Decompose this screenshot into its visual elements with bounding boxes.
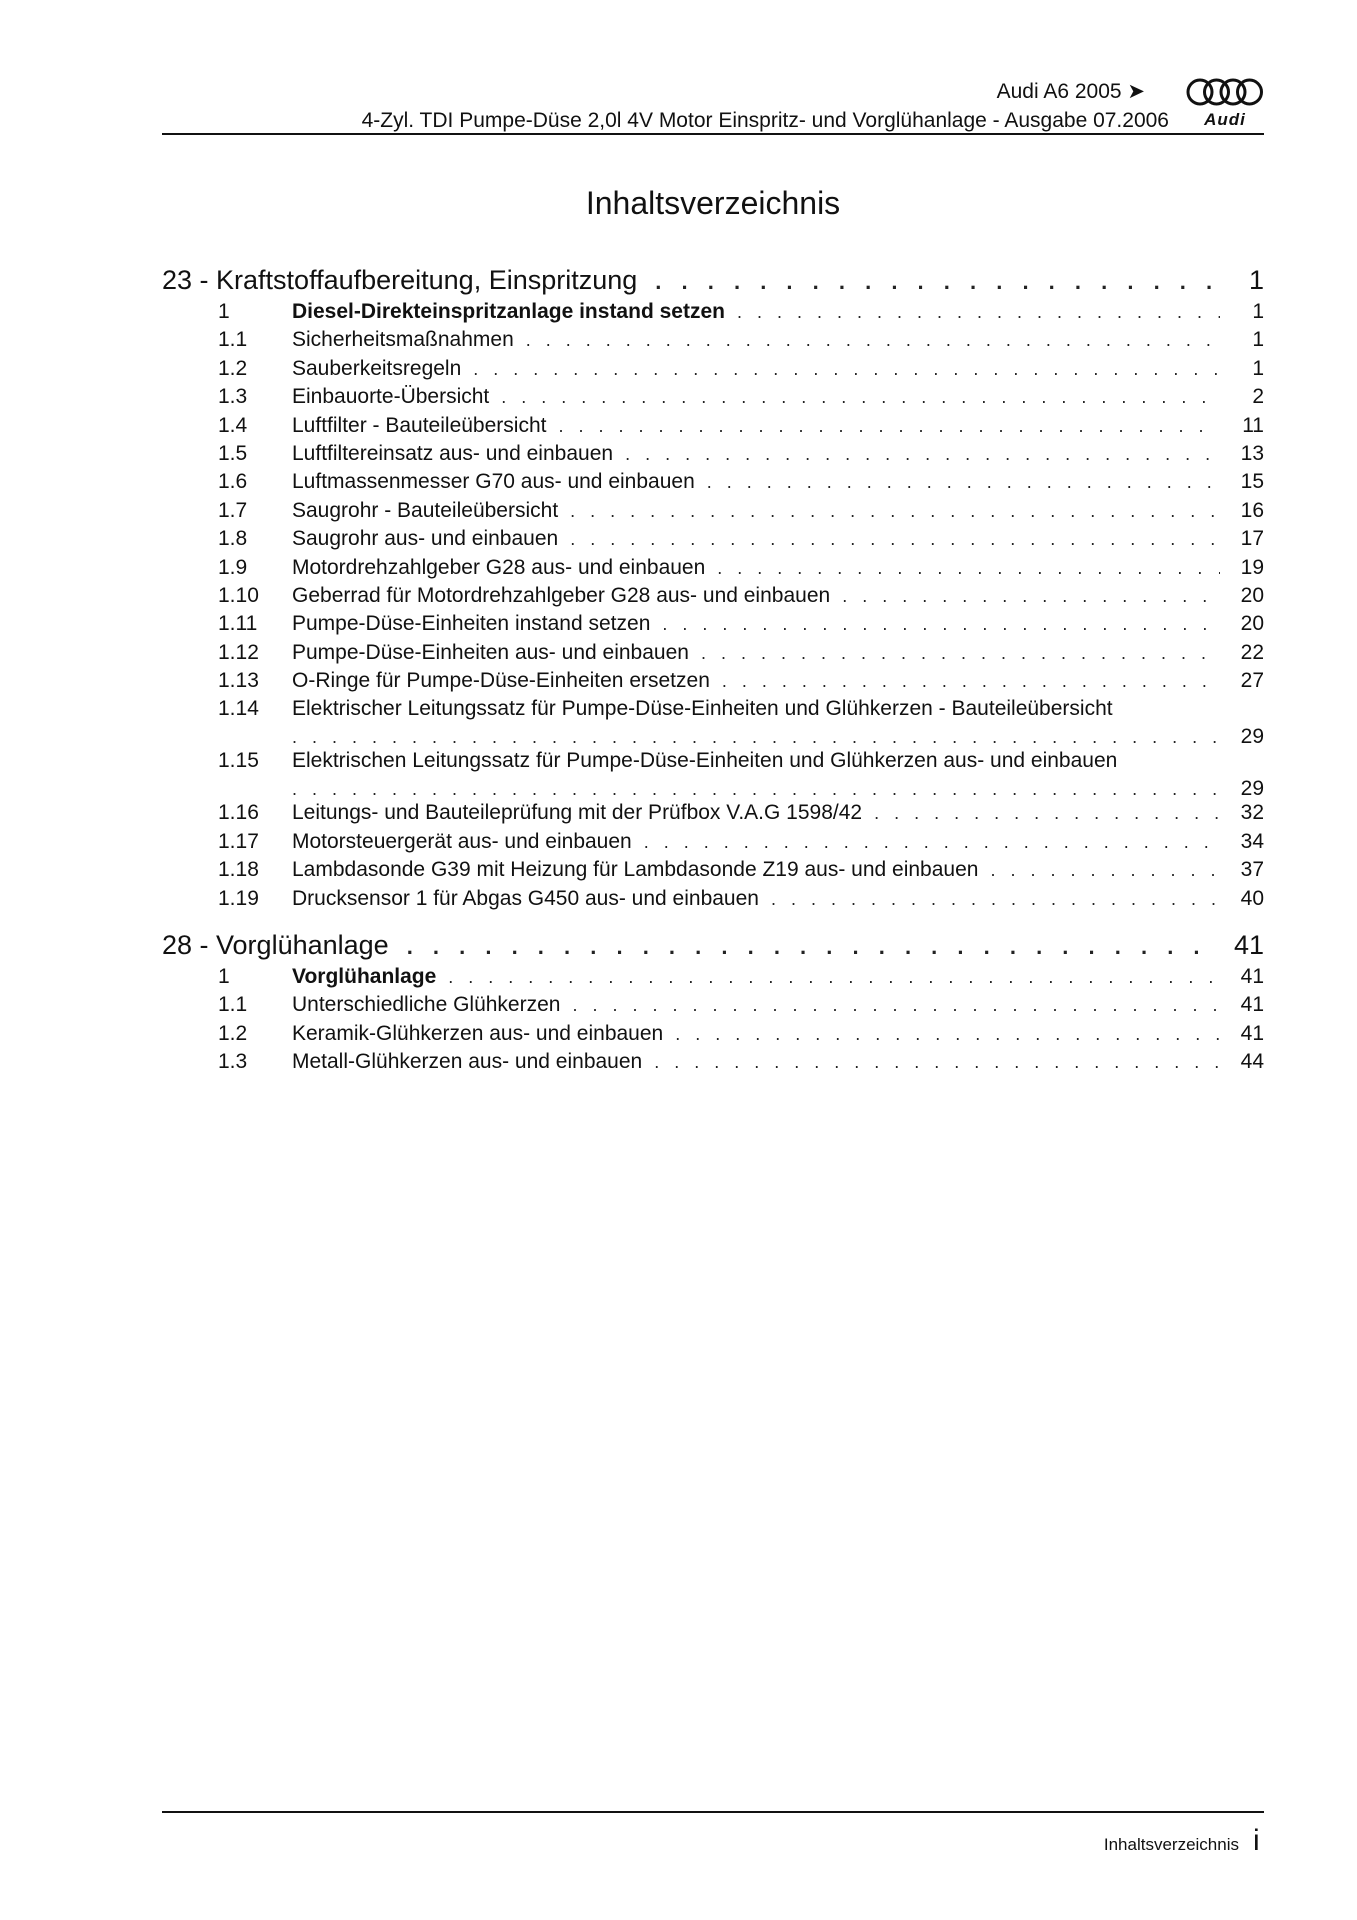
toc-entry[interactable] (162, 667, 1264, 695)
entry-title: Luftmassenmesser G70 aus- und einbauen (292, 470, 695, 494)
entry-page: 1 (1252, 328, 1264, 352)
entry-number: 1.1 (218, 993, 248, 1017)
entry-title: Einbauorte-Übersicht (292, 385, 490, 409)
entry-number: 1.13 (218, 669, 259, 693)
entry-number: 1.10 (218, 583, 259, 607)
dot-leader (717, 554, 1220, 582)
entry-title: Luftfilter - Bauteileübersicht (292, 413, 547, 437)
entry-page: 41 (1240, 993, 1264, 1017)
dot-leader (526, 326, 1220, 354)
audi-rings-icon (1185, 77, 1265, 107)
toc-entry[interactable] (162, 326, 1264, 354)
header-divider (162, 133, 1264, 135)
toc-entry[interactable] (162, 582, 1264, 610)
toc-entry[interactable] (162, 828, 1264, 856)
toc-entry[interactable] (162, 747, 1264, 799)
toc-entry[interactable] (162, 856, 1264, 884)
entry-title: Motorsteuergerät aus- und einbauen (292, 829, 632, 853)
toc-entry[interactable] (162, 885, 1264, 913)
entry-title: Unterschiedliche Glühkerzen (292, 993, 561, 1017)
toc-entry[interactable] (162, 412, 1264, 440)
entry-number: 1.12 (218, 640, 259, 664)
entry-page: 34 (1240, 829, 1264, 853)
entry-number: 1 (218, 300, 230, 323)
toc-chapter-23[interactable] (162, 262, 1264, 298)
entry-title: Luftfiltereinsatz aus- und einbauen (292, 441, 614, 465)
dot-leader (654, 1048, 1220, 1076)
entry-page: 29 (1240, 777, 1264, 801)
dot-leader (675, 1020, 1220, 1048)
entry-number: 1.15 (218, 749, 259, 773)
entry-page: 1 (1252, 356, 1264, 380)
dot-leader (501, 383, 1220, 411)
footer-divider (162, 1811, 1264, 1813)
entry-title: Elektrischer Leitungssatz für Pumpe-Düse-Einheiten und Glühkerzen - Bauteileübersicht (292, 697, 1113, 721)
entry-number: 1.14 (218, 697, 259, 721)
entry-number: 1.1 (218, 328, 248, 352)
chapter-page: 1 (1248, 265, 1264, 295)
dot-leader (701, 639, 1220, 667)
entry-number: 1.5 (218, 441, 248, 465)
entry-number: 1.3 (218, 385, 248, 409)
entry-page: 29 (1240, 725, 1264, 749)
entry-page: 32 (1240, 801, 1264, 825)
toc-entry[interactable] (162, 440, 1264, 468)
header-subtitle: 4-Zyl. TDI Pumpe-Düse 2,0l 4V Motor Einspritz- und Vorglühanlage - Ausgabe 07.2006 (361, 109, 1169, 132)
entry-number: 1.2 (218, 356, 248, 380)
audi-logo (1185, 77, 1265, 129)
entry-title: Diesel-Direkteinspritzanlage instand setzen (292, 300, 725, 323)
dot-leader (771, 885, 1220, 913)
entry-title: Sauberkeitsregeln (292, 356, 462, 380)
dot-leader (990, 856, 1220, 884)
audi-logo-word: Audi (1204, 110, 1246, 129)
entry-number: 1.3 (218, 1050, 248, 1074)
toc-entry[interactable] (162, 799, 1264, 827)
toc-entry[interactable] (162, 298, 1264, 326)
toc-entry[interactable] (162, 991, 1264, 1019)
toc-chapter-28[interactable] (162, 927, 1264, 963)
entry-number: 1.4 (218, 413, 248, 437)
toc-entry[interactable] (162, 383, 1264, 411)
entry-title: Saugrohr - Bauteileübersicht (292, 498, 559, 522)
entry-title: Leitungs- und Bauteileprüfung mit der Prüfbox V.A.G 1598/42 (292, 801, 863, 825)
dot-leader (572, 991, 1220, 1019)
dot-leader (707, 468, 1220, 496)
dot-leader (655, 264, 1218, 300)
entry-number: 1.18 (218, 858, 259, 882)
entry-title: Motordrehzahlgeber G28 aus- und einbauen (292, 555, 706, 579)
dot-leader (625, 440, 1220, 468)
toc-entry[interactable] (162, 1048, 1264, 1076)
toc-entry[interactable] (162, 695, 1264, 747)
entry-title: Vorglühanlage (292, 965, 437, 989)
entry-title: Drucksensor 1 für Abgas G450 aus- und einbauen (292, 886, 759, 910)
entry-page: 40 (1240, 886, 1264, 910)
entry-page: 27 (1240, 669, 1264, 693)
entry-title: Sicherheitsmaßnahmen (292, 328, 514, 352)
dot-leader (662, 610, 1220, 638)
entry-page: 15 (1240, 470, 1264, 494)
entry-number: 1.9 (218, 555, 248, 579)
dot-leader (737, 298, 1220, 326)
dot-leader (570, 497, 1220, 525)
entry-title: Elektrischen Leitungssatz für Pumpe-Düse-Einheiten und Glühkerzen aus- und einbauen (292, 749, 1118, 773)
entry-page: 41 (1240, 1021, 1264, 1045)
dot-leader (448, 963, 1220, 991)
chapter-title: 28 - Vorglühanlage (162, 930, 389, 961)
toc-entry[interactable] (162, 355, 1264, 383)
dot-leader (874, 799, 1220, 827)
dot-leader (722, 667, 1220, 695)
entry-number: 1.2 (218, 1021, 248, 1045)
entry-title: Geberrad für Motordrehzahlgeber G28 aus- und einbauen (292, 583, 831, 607)
entry-page: 20 (1240, 583, 1264, 607)
header-model: Audi A6 2005 ➤ (996, 80, 1145, 103)
entry-number: 1.16 (218, 801, 259, 825)
entry-title: Keramik-Glühkerzen aus- und einbauen (292, 1021, 664, 1045)
dot-leader (558, 412, 1220, 440)
entry-page: 22 (1240, 640, 1264, 664)
entry-page: 2 (1252, 385, 1264, 409)
toc-entry[interactable] (162, 963, 1264, 991)
footer-section-label: Inhaltsverzeichnis (1103, 1835, 1239, 1854)
toc-entry[interactable] (162, 468, 1264, 496)
entry-page: 19 (1240, 555, 1264, 579)
entry-title: Saugrohr aus- und einbauen (292, 527, 559, 551)
dot-leader (473, 355, 1220, 383)
entry-title: Metall-Glühkerzen aus- und einbauen (292, 1050, 643, 1074)
entry-number: 1.17 (218, 829, 259, 853)
entry-page: 41 (1240, 965, 1264, 989)
entry-number: 1.8 (218, 527, 248, 551)
toc-entry[interactable] (162, 554, 1264, 582)
dot-leader (842, 582, 1220, 610)
toc-entry[interactable] (162, 525, 1264, 553)
dot-leader (644, 828, 1220, 856)
entry-number: 1.6 (218, 470, 248, 494)
entry-title: Pumpe-Düse-Einheiten instand setzen (292, 612, 651, 636)
entry-page: 1 (1252, 300, 1264, 323)
entry-title: O-Ringe für Pumpe-Düse-Einheiten ersetzen (292, 669, 710, 693)
chapter-title: 23 - Kraftstoffaufbereitung, Einspritzung (162, 265, 638, 295)
dot-leader (570, 525, 1220, 553)
toc-entry[interactable] (162, 610, 1264, 638)
toc-entry[interactable] (162, 639, 1264, 667)
entry-page: 37 (1240, 858, 1264, 882)
entry-number: 1.19 (218, 886, 259, 910)
footer-page-number: i (1253, 1824, 1260, 1857)
dot-leader (407, 929, 1218, 965)
page-title: Inhaltsverzeichnis (585, 185, 841, 221)
entry-number: 1.11 (218, 612, 258, 636)
entry-page: 11 (1242, 413, 1264, 437)
table-of-contents (162, 262, 1264, 1077)
entry-number: 1 (218, 965, 230, 989)
toc-entry[interactable] (162, 497, 1264, 525)
entry-page: 13 (1240, 441, 1264, 465)
entry-page: 16 (1240, 498, 1264, 522)
entry-number: 1.7 (218, 498, 248, 522)
entry-title: Pumpe-Düse-Einheiten aus- und einbauen (292, 640, 689, 664)
entry-page: 17 (1240, 527, 1264, 551)
entry-page: 20 (1240, 612, 1264, 636)
toc-entry[interactable] (162, 1020, 1264, 1048)
entry-title: Lambdasonde G39 mit Heizung für Lambdasonde Z19 aus- und einbauen (292, 858, 979, 882)
entry-page: 44 (1240, 1050, 1264, 1074)
chapter-page: 41 (1233, 930, 1264, 961)
